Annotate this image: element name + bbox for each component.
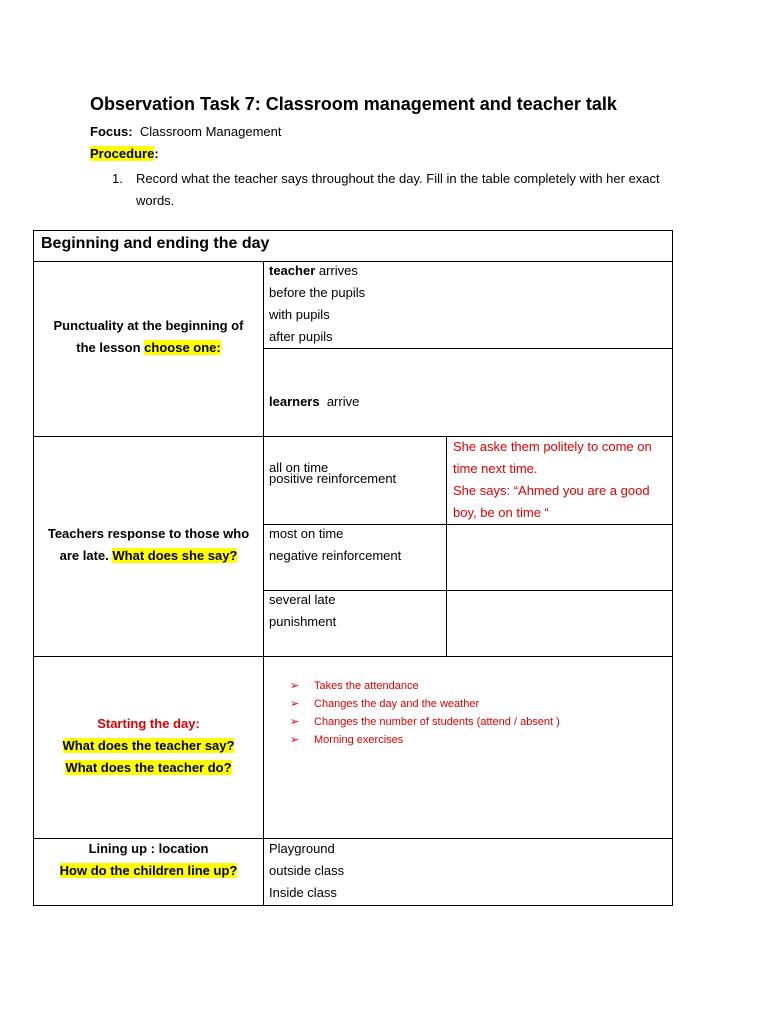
table-rule [446,436,447,656]
list-item: outside class [269,863,345,878]
reinforcement-type-negative: negative reinforcement [269,548,402,563]
list-item: all on time [269,460,329,475]
what-does-she-say-highlight: What does she say? [112,548,238,563]
answer-line: She aske them politely to come on [453,439,652,454]
table-rule [33,656,673,657]
focus-value: Classroom Management [139,124,282,139]
list-item: Inside class [269,885,337,900]
arrow-bullet-icon: ➢ [290,716,300,728]
late-label-line1: Teachers response to those who [47,526,250,541]
table-heading: Beginning and ending the day [41,235,270,252]
reinforcement-type-punishment: punishment [269,614,337,629]
procedure-colon: : [154,146,159,161]
arrow-bullet-icon: ➢ [290,698,300,710]
arrow-bullet-icon: ➢ [290,680,300,692]
lining-up-label [34,838,263,882]
teacher-word: teacher [269,263,316,278]
answer-line: boy, be on time “ [453,505,549,520]
lining-up-question: How do the children line up? [59,863,238,878]
bullet-text: Changes the day and the weather [314,698,480,710]
bullet-text: Changes the number of students (attend / absent ) [314,716,560,728]
page-title: Observation Task 7: Classroom management and teacher talk [90,94,617,114]
answer-line: time next time. [453,461,538,476]
table-border [33,905,673,906]
late-response-label [34,523,263,567]
starting-day-bullets [290,677,560,749]
table-rule [263,261,264,906]
learners-word: learners [269,394,320,409]
lining-up-options [269,838,344,904]
teacher-arrival-options [269,260,365,348]
punctuality-label-line1: Punctuality at the beginning of [53,318,244,333]
list-item: before the pupils [269,285,366,300]
choose-one-highlight: choose one: [144,340,221,355]
list-item: most on time [269,526,344,541]
punctuality-label-line2: the lesson [76,340,141,355]
procedure-step [112,168,672,212]
learner-arrival-options [269,347,359,633]
table-border [33,230,673,231]
list-item [290,731,560,749]
step-text: Record what the teacher says throughout the day. Fill in the table completely with her exact words. [136,171,660,208]
bullet-text: Takes the attendance [314,680,419,692]
list-item: Playground [269,841,335,856]
list-item: after pupils [269,329,333,344]
list-item [290,713,560,731]
starting-day-title: Starting the day: [97,716,200,731]
focus-line [90,124,281,139]
list-item: with pupils [269,307,330,322]
punctuality-label [34,315,263,359]
step-number: 1. [112,171,123,186]
reinforcement-type-positive: positive reinforcement [269,471,397,486]
late-label-line2: are late. [59,548,109,563]
focus-label: Focus: [90,124,133,139]
table-border [672,230,673,906]
starting-day-label [34,713,263,779]
list-item: several late [269,592,336,607]
arrow-bullet-icon: ➢ [290,734,300,746]
list-item [290,677,560,695]
question-do: What does the teacher do? [65,760,232,775]
teacher-arrives: arrives [315,263,358,278]
positive-answer [453,436,652,524]
answer-line: She says: “Ahmed you are a good [453,483,650,498]
question-say: What does the teacher say? [62,738,235,753]
procedure-line [90,146,159,161]
bullet-text: Morning exercises [314,734,404,746]
procedure-label: Procedure [90,146,155,161]
list-item [290,695,560,713]
learners-arrive: arrive [319,394,360,409]
lining-up-location: Lining up : location [88,841,209,856]
